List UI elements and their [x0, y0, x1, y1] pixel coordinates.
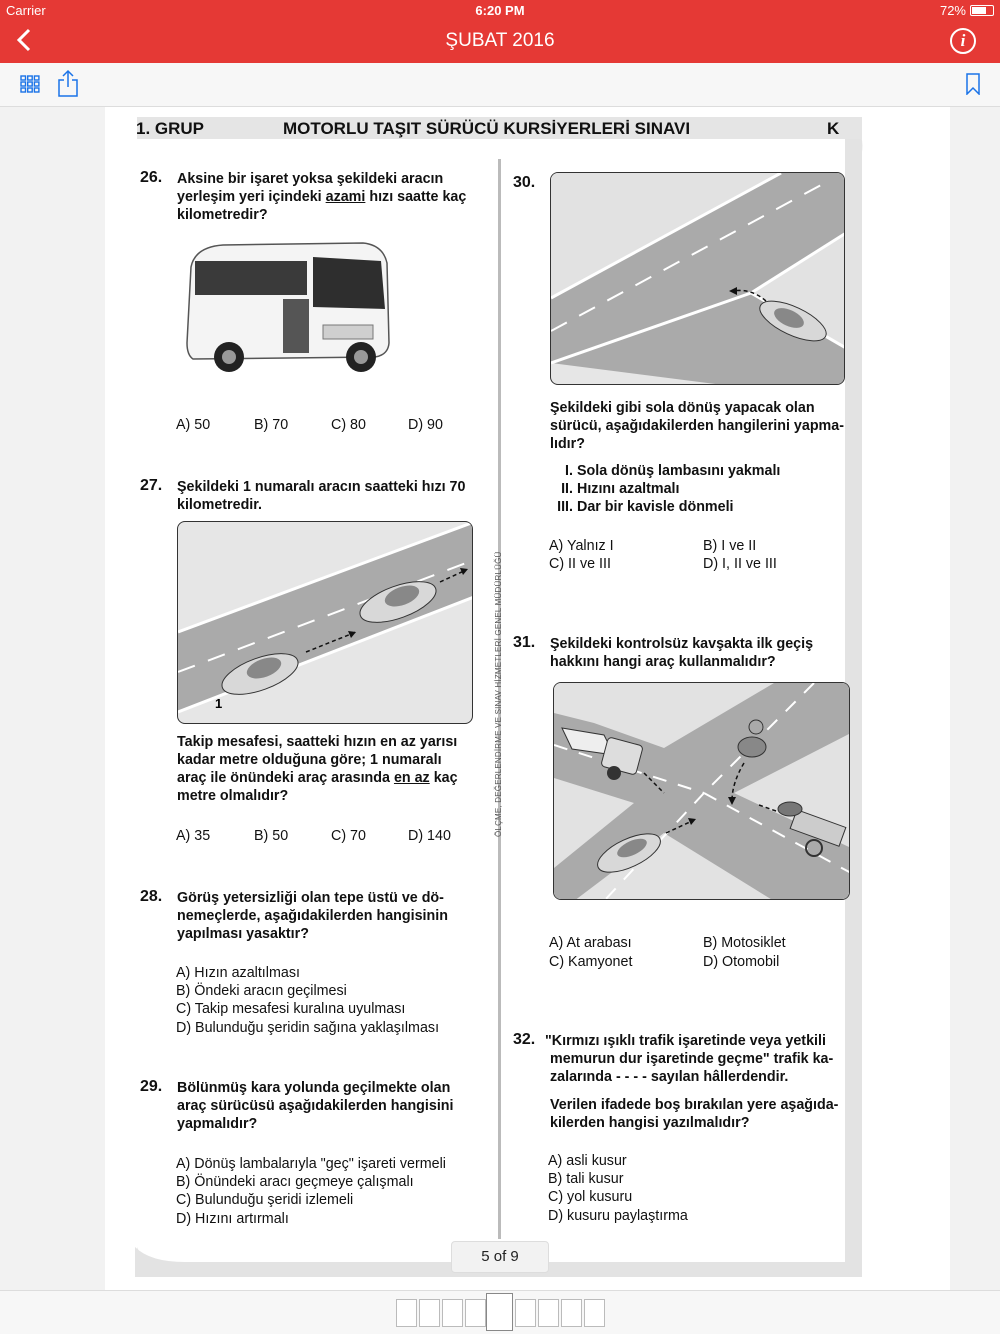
q31-option-b[interactable]: B) Motosiklet: [703, 935, 786, 951]
nav-bar: [0, 20, 1000, 63]
q30-item-2: II. Hızını azaltmalı: [561, 481, 680, 497]
q26-option-c[interactable]: C) 80: [331, 417, 366, 433]
q31-option-d[interactable]: D) Otomobil: [703, 954, 780, 970]
q28-option-b[interactable]: B) Öndeki aracın geçilmesi: [176, 983, 347, 1000]
page-thumbnail-5[interactable]: [486, 1293, 513, 1331]
q32-options: [548, 1152, 688, 1225]
q26-text: Aksine bir işaret yoksa şekildeki aracın yerleşim yeri içindeki azami hızı saatte kaç kilometredir?: [177, 171, 467, 223]
q27-text: Şekildeki 1 numaralı aracın saatteki hızı 70 kilometredir.: [177, 479, 466, 513]
q29-option-c[interactable]: C) Bulunduğu şeridi izlemeli: [176, 1192, 354, 1209]
page-thumbnail-3[interactable]: [442, 1299, 463, 1327]
pdf-page: [105, 107, 950, 1290]
q30-turn-illustration: [550, 172, 845, 385]
q30-option-a[interactable]: A) Yalnız I: [549, 538, 614, 554]
carrier-label: Carrier: [6, 3, 46, 18]
q27-option-a[interactable]: A) 35: [176, 828, 211, 844]
bookmark-button[interactable]: [966, 73, 980, 100]
q32-number: 32.: [513, 1031, 536, 1048]
battery-percent: 72%: [939, 3, 966, 18]
q30-items: [550, 462, 870, 516]
booklet-letter: K: [827, 119, 840, 138]
group-label: 1. GRUP: [136, 119, 205, 138]
q30-item-1: I. Sola dönüş lambasını yakmalı: [565, 463, 781, 479]
grid-view-button[interactable]: [20, 75, 40, 98]
page-thumbnail-2[interactable]: [419, 1299, 440, 1327]
q30-number: 30.: [513, 174, 536, 191]
q26-option-b[interactable]: B) 70: [254, 417, 289, 433]
q28-options: [176, 964, 439, 1037]
q27-car-label: 1: [215, 696, 223, 711]
grid-icon: [20, 75, 40, 93]
q27-question: Takip mesafesi, saatteki hızın en az yarısı kadar metre olduğuna göre; 1 numaralı araç ile önündeki araç arasında en az kaç metre olmalıdır?: [177, 734, 458, 804]
share-icon: [58, 69, 78, 97]
document-title: ŞUBAT 2016: [445, 30, 555, 51]
q28-option-c[interactable]: C) Takip mesafesi kuralına uyulması: [176, 1001, 406, 1018]
q31-option-a[interactable]: A) At arabası: [549, 935, 632, 951]
vertical-side-text: ÖLÇME, DEĞERLENDİRME VE SINAV HİZMETLERİ GENEL MÜDÜRLÜĞÜ: [494, 551, 503, 837]
q29-number: 29.: [140, 1078, 163, 1095]
q28-option-a[interactable]: A) Hızın azaltılması: [176, 965, 300, 981]
q29-option-d[interactable]: D) Hızını artırmalı: [176, 1210, 289, 1227]
q28-option-d[interactable]: D) Bulunduğu şeridin sağına yaklaşılması: [176, 1019, 440, 1036]
q30-item-3: III. Dar bir kavisle dönmeli: [557, 499, 734, 515]
q26-option-a[interactable]: A) 50: [176, 417, 211, 433]
page-thumbnail-7[interactable]: [538, 1299, 559, 1327]
q27-option-d[interactable]: D) 140: [408, 828, 451, 844]
clock: 6:20 PM: [475, 3, 525, 18]
q32-option-a[interactable]: A) asli kusur: [548, 1153, 627, 1169]
q26-option-d[interactable]: D) 90: [408, 417, 443, 433]
battery-indicator: [940, 3, 994, 18]
q30-text: Şekildeki gibi sola dönüş yapacak olan sürücü, aşağıdakilerden hangilerini yapma- lıdır?: [550, 400, 844, 452]
q28-text: Görüş yetersizliği olan tepe üstü ve dö- nemeçlerde, aşağıdakilerden hangisinin yapılması yasaktır?: [177, 890, 448, 942]
battery-icon: [970, 5, 994, 16]
q31-text: Şekildeki kontrolsüz kavşakta ilk geçiş hakkını hangi araç kullanmalıdır?: [550, 636, 814, 670]
status-bar: [0, 0, 1000, 20]
q28-number: 28.: [140, 888, 163, 905]
page-indicator: 5 of 9: [451, 1241, 549, 1273]
q30-option-d[interactable]: D) I, II ve III: [703, 556, 777, 572]
q31-number: 31.: [513, 634, 536, 651]
q27-option-c[interactable]: C) 70: [331, 828, 366, 844]
q29-text: Bölünmüş kara yolunda geçilmekte olan araç sürücüsü aşağıdakilerden hangisini yapmalıdır?: [177, 1080, 454, 1132]
q32-option-d[interactable]: D) kusuru paylaştırma: [548, 1207, 688, 1224]
q30-option-b[interactable]: B) I ve II: [703, 538, 757, 554]
q32-option-b[interactable]: B) tali kusur: [548, 1171, 624, 1188]
share-button[interactable]: [58, 69, 78, 102]
q26-number: 26.: [140, 169, 163, 186]
exam-title: MOTORLU TAŞIT SÜRÜCÜ KURSİYERLERİ SINAVI: [283, 119, 691, 138]
q31-intersection-illustration: [553, 682, 850, 900]
toolbar: [0, 63, 1000, 107]
info-icon: i: [960, 31, 966, 50]
page-thumbnail-6[interactable]: [515, 1299, 536, 1327]
q32-text-2: Verilen ifadede boş bırakılan yere aşağıda- kilerden hangisi yazılmalıdır?: [550, 1097, 839, 1131]
page-thumbnail-8[interactable]: [561, 1299, 582, 1327]
q27-road-illustration: [177, 521, 473, 724]
q29-option-b[interactable]: B) Önündeki aracı geçmeye çalışmalı: [176, 1174, 414, 1191]
q32-text: "Kırmızı ışıklı trafik işaretinde veya yetkili memurun dur işaretinde geçme" trafik ka- zalarında - - - - sayılan hâllerdendir.: [545, 1033, 834, 1085]
bookmark-icon: [966, 73, 980, 95]
q27-option-b[interactable]: B) 50: [254, 828, 289, 844]
q32-option-c[interactable]: C) yol kusuru: [548, 1189, 633, 1206]
page-thumbnail-1[interactable]: [396, 1299, 417, 1327]
page-thumbnail-4[interactable]: [465, 1299, 486, 1327]
bus-image: [183, 239, 393, 381]
info-button[interactable]: [950, 28, 976, 54]
page-thumbnail-9[interactable]: [584, 1299, 605, 1327]
thumbnail-strip[interactable]: [0, 1290, 1000, 1334]
q27-number: 27.: [140, 477, 163, 494]
q29-option-a[interactable]: A) Dönüş lambalarıyla "geç" işareti vermeli: [176, 1156, 446, 1172]
q30-option-c[interactable]: C) II ve III: [549, 556, 611, 572]
battery-fill: [972, 7, 986, 14]
q29-options: [176, 1155, 446, 1228]
q31-option-c[interactable]: C) Kamyonet: [549, 954, 633, 970]
